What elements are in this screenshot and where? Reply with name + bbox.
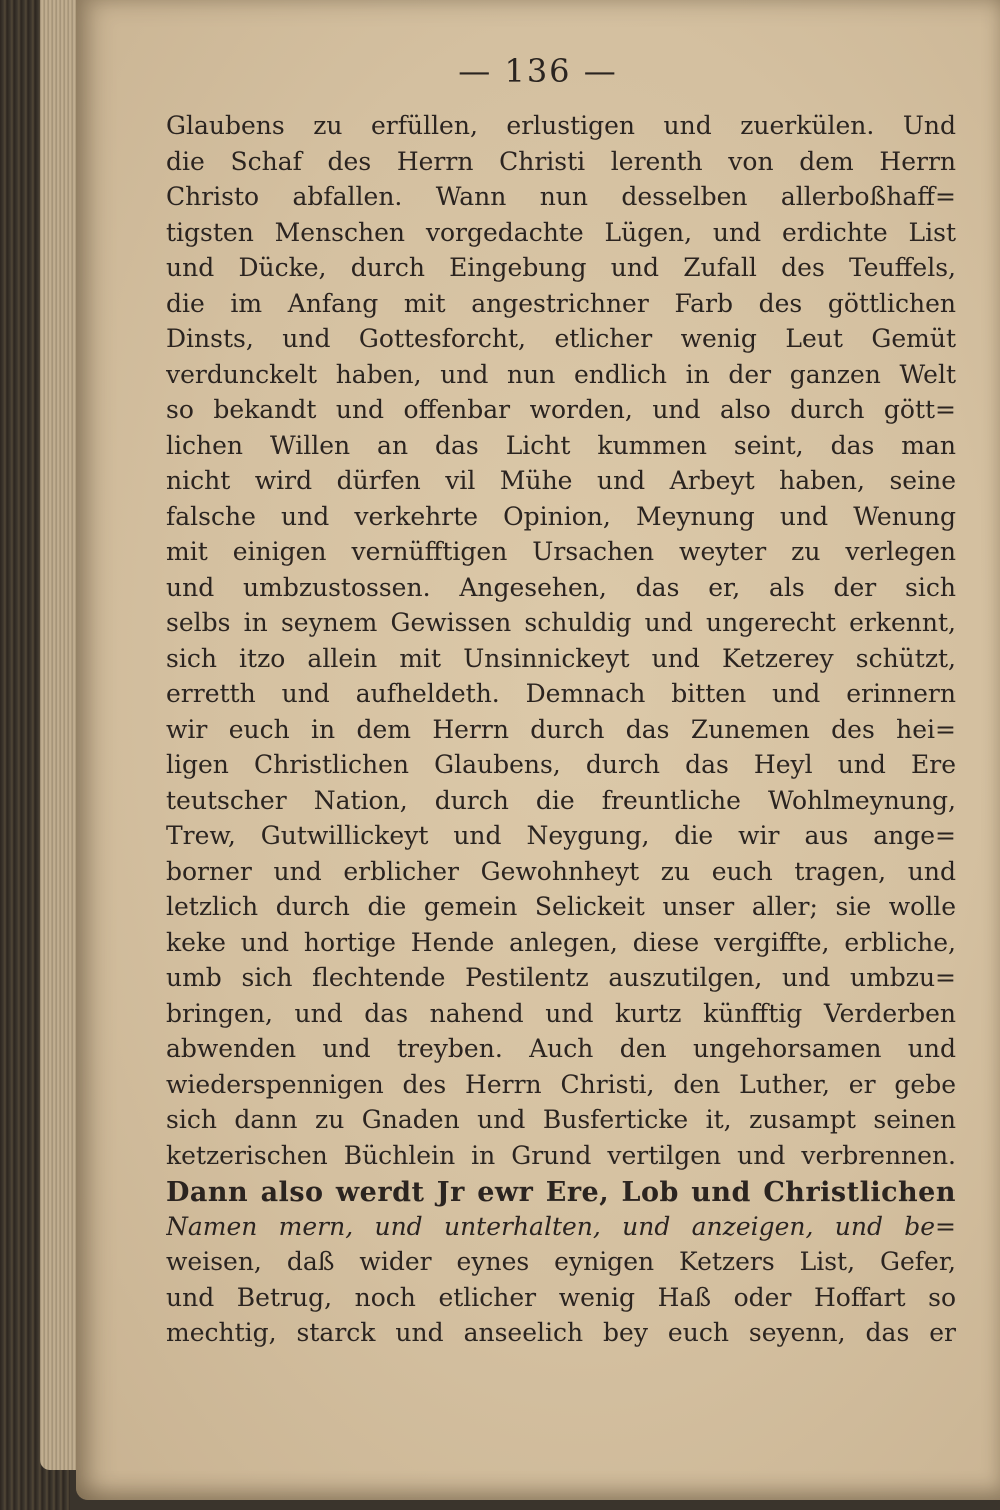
- text-line: wir euch in dem Herrn durch das Zunemen des hei=: [166, 714, 956, 744]
- text-line: Dinsts, und Gottesforcht, etlicher wenig Leut Gemüt: [166, 324, 956, 353]
- text-line: selbs in seynem Gewissen schuldig und ungerecht erkennt,: [166, 608, 956, 637]
- text-line: sich dann zu Gnaden und Busferticke it, zusampt seinen: [166, 1105, 956, 1134]
- text-line: keke und hortige Hende anlegen, diese vergiffte, erbliche,: [166, 927, 956, 957]
- text-line: letzlich durch die gemein Selickeit unser aller; sie wolle: [166, 892, 956, 921]
- text-line: teutscher Nation, durch die freuntliche Wohlmeynung,: [166, 785, 956, 815]
- text-line: abwenden und treyben. Auch den ungehorsamen und: [166, 1034, 956, 1063]
- page-number: — 136 —: [458, 52, 618, 90]
- body-text: [166, 108, 956, 1351]
- text-line: Namen mern, und unterhalten, und anzeigen, und be=: [166, 1211, 956, 1241]
- text-line: mit einigen vernüfftigen Ursachen weyter zu verlegen: [166, 537, 956, 566]
- text-line: sich itzo allein mit Unsinnickeyt und Ketzerey schützt,: [166, 643, 956, 673]
- text-line: und Dücke, durch Eingebung und Zufall des Teuffels,: [166, 253, 956, 282]
- text-line: ligen Christlichen Glaubens, durch das Heyl und Ere: [166, 750, 956, 779]
- text-line: und Betrug, noch etlicher wenig Haß oder Hoffart so: [166, 1282, 956, 1312]
- text-line: umb sich flechtende Pestilentz auszutilgen, und umbzu=: [166, 963, 956, 992]
- text-line: die im Anfang mit angestrichner Farb des göttlichen: [166, 288, 956, 318]
- text-line: tigsten Menschen vorgedachte Lügen, und erdichte List: [166, 217, 956, 247]
- text-line: mechtig, starck und anseelich bey euch seyenn, das er: [166, 1318, 956, 1347]
- text-line: nicht wird dürfen vil Mühe und Arbeyt haben, seine: [166, 466, 956, 495]
- text-line: weisen, daß wider eynes eynigen Ketzers List, Gefer,: [166, 1247, 956, 1276]
- text-line: und umbzustossen. Angesehen, das er, als der sich: [166, 572, 956, 602]
- text-line: wiederspennigen des Herrn Christi, den Luther, er gebe: [166, 1069, 956, 1099]
- text-line: bringen, und das nahend und kurtz künfftig Verderben: [166, 998, 956, 1028]
- text-line: erretth und aufheldeth. Demnach bitten und erinnern: [166, 679, 956, 708]
- text-line: Christo abfallen. Wann nun desselben allerboßhaff=: [166, 182, 956, 211]
- page-stack-edge: [40, 0, 80, 1470]
- text-line: verdunckelt haben, und nun endlich in der ganzen Welt: [166, 359, 956, 389]
- text-line: die Schaf des Herrn Christi lerenth von dem Herrn: [166, 146, 956, 176]
- text-line: Trew, Gutwillickeyt und Neygung, die wir aus ange=: [166, 821, 956, 850]
- text-line: Glaubens zu erfüllen, erlustigen und zuerkülen. Und: [166, 111, 956, 140]
- text-line: ketzerischen Büchlein in Grund vertilgen und verbrennen.: [166, 1140, 956, 1170]
- text-line: borner und erblicher Gewohnheyt zu euch tragen, und: [166, 856, 956, 886]
- text-line: falsche und verkehrte Opinion, Meynung und Wenung: [166, 501, 956, 531]
- book-page: [76, 0, 1000, 1500]
- text-line: so bekandt und offenbar worden, und also durch gött=: [166, 395, 956, 424]
- text-line-emphasized: Dann also werdt Jr ewr Ere, Lob und Christlichen: [166, 1177, 956, 1208]
- text-line: lichen Willen an das Licht kummen seint, das man: [166, 430, 956, 460]
